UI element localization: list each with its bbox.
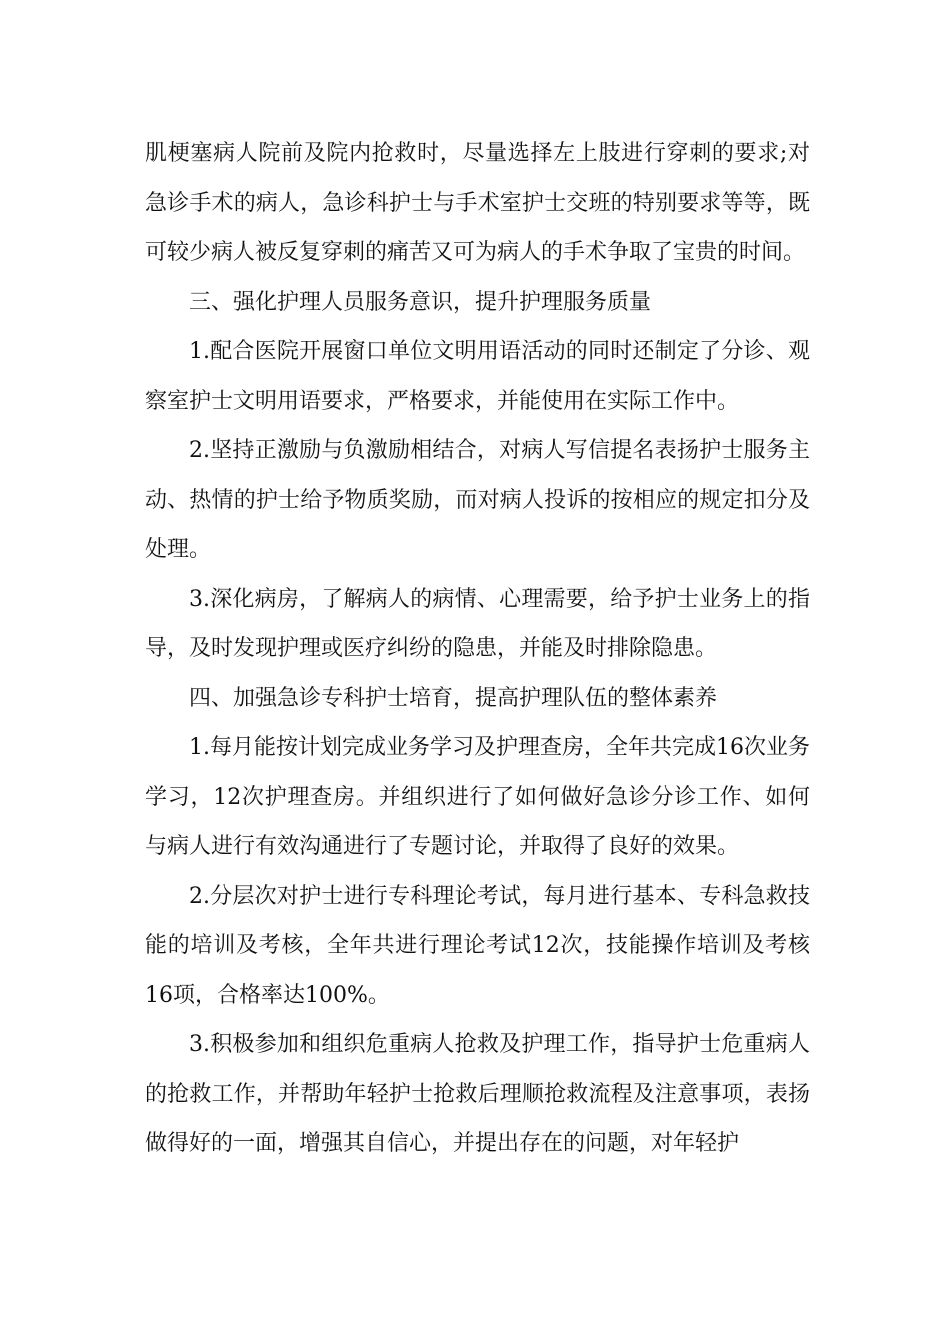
paragraph-4-1: 1.每月能按计划完成业务学习及护理查房，全年共完成16次业务学习，12次护理查房。并组织进行了如何做好急诊分诊工作、如何与病人进行有效沟通进行了专题讨论，并取得了良好的效果。 bbox=[145, 735, 810, 859]
paragraph-1: 肌梗塞病人院前及院内抢救时，尽量选择左上肢进行穿刺的要求;对急诊手术的病人，急诊科护士与手术室护士交班的特别要求等等，既可较少病人被反复穿刺的痛苦又可为病人的手术争取了宝贵的时间。 bbox=[145, 141, 810, 265]
section-heading-4: 四、加强急诊专科护士培育，提高护理队伍的整体素养 bbox=[189, 685, 718, 711]
paragraph-4-3: 3.积极参加和组织危重病人抢救及护理工作，指导护士危重病人的抢救工作，并帮助年轻护士抢救后理顺抢救流程及注意事项，表扬做得好的一面，增强其自信心，并提出存在的问题，对年轻护 bbox=[145, 1032, 810, 1156]
paragraph-4-2: 2.分层次对护士进行专科理论考试，每月进行基本、专科急救技能的培训及考核，全年共进行理论考试12次，技能操作培训及考核16项，合格率达100%。 bbox=[145, 883, 810, 1008]
paragraph-3-2: 2.坚持正激励与负激励相结合，对病人写信提名表扬护士服务主动、热情的护士给予物质奖励，而对病人投诉的按相应的规定扣分及处理。 bbox=[145, 438, 810, 562]
section-heading-3: 三、强化护理人员服务意识，提升护理服务质量 bbox=[189, 289, 652, 315]
paragraph-3-3: 3.深化病房，了解病人的病情、心理需要，给予护士业务上的指导，及时发现护理或医疗纠纷的隐患，并能及时排除隐患。 bbox=[145, 586, 810, 661]
document-body bbox=[145, 129, 810, 1169]
paragraph-3-1: 1.配合医院开展窗口单位文明用语活动的同时还制定了分诊、观察室护士文明用语要求，严格要求，并能使用在实际工作中。 bbox=[145, 339, 810, 414]
